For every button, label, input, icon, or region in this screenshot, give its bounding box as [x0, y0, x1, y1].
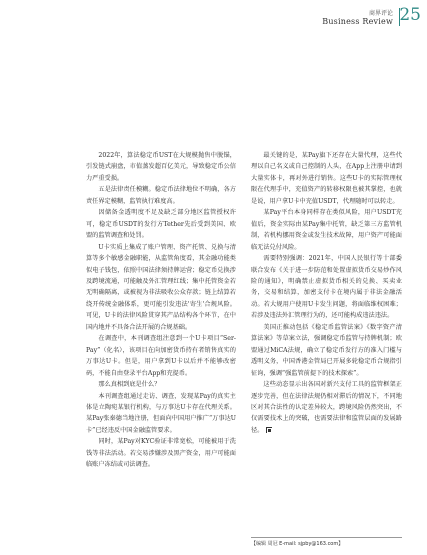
- right-column: [251, 150, 402, 436]
- paragraph-last: [251, 379, 402, 436]
- paragraph: 因储备金透明度不足及缺乏部分地区监管授权许可，稳定币USDT的发行方Tether先后受到美国、欧盟的监管调查和处罚。: [86, 209, 236, 240]
- paragraph: 2022年，算法稳定币UST在大规模抛售中脱锚，引发链式崩盘，市值蒸发超百亿美元，导致稳定币公信力严重受损。: [86, 152, 236, 182]
- paragraph-text: 这些动态显示出各国对新兴支付工具的监管框架正逐步完善，但在法律法规仍相对滞后的情况下，不同地区对其合法性的认定差异较大，跨境风险仍然突出，不仅需要技术上的突破，也需要法律和监管层面的发展路径。: [251, 381, 402, 434]
- paragraph: 最关键的是，某Pay旗下还存在大量代理，这些代理以自己名义或自己控制的人头，在App上注册申请到大量实体卡，再对外进行销售。这些U卡的实际管理权限在代理手中，充值资产的转移权限也被其掌控，也就是说，用户拿U卡中充值USDT，代理随时可以转走。: [251, 152, 402, 205]
- page-number: 25: [399, 5, 421, 25]
- paragraph: U卡实质上集成了账户管理、资产托管、兑换与清算等多个敏感金融职能，从监管角度看，其金融功能类似电子钱包，依照中国法律须持牌运营；稳定币兑换涉及跨境流通，可能触及外汇管理红线；集中托管资金若无明确隔离，或被视为非法吸收公众存款；链上结算若绕开传统金融体系，更可能引发违法'寄生'合规风险。可见，U卡的法律风险贯穿其产品结构各个环节，在中国内地并不具备合法开展的合规基础。: [86, 243, 236, 331]
- paragraph: 某Pay平台本身同样存在类似风险，用户USDT充值后，资金实际由某Pay集中托管，缺乏第三方监管机制，若机构挪用资金或发生技术故障，用户资产可能面临无法兑付风险。: [251, 209, 402, 251]
- magazine-title-en: Business Review: [322, 17, 393, 26]
- magazine-title-cn: 商界评论: [368, 10, 393, 17]
- paragraph: 那么真相到底是什么？: [98, 381, 161, 389]
- paragraph: 在调查中，本刊调查组注意到一个U卡项目“Ser-Pay”（化名），该项目在向加密货币持有者销售真实的万事达U卡。但是，用户拿到U卡以后并不能够改密码，不能自由登录平台App和充提币。: [86, 335, 236, 377]
- paragraph: 本刊调查组通过走访、调查，发现某Pay的真实主体是立陶宛某银行机构，与万事达U卡存在代理关系。某Pay张秦德当地注册，但面向中国用户推广“万事达U卡”已经违反中国金融监管要求。: [86, 392, 236, 434]
- paragraph: 五是法律责任模糊。稳定币法律地位不明确，各方责任界定模糊，监管执行难度高。: [86, 186, 236, 205]
- editor-note: 【编辑 周冠 E-mail: sjpby@163.com】: [251, 537, 402, 547]
- paragraph: 需要特别强调：2021年，中国人民银行等十部委联合发布《关于进一步防范和处置虚拟货币交易炒作风险的通知》，明确禁止虚拟货币相关的兑换、买卖业务，交易和结算，加密支付卡在境内属于非法金融活动。若大规用户使用U卡发生问题，将面临维权困难；若涉及违法外汇管理行为的，还可能构成违法违法。: [251, 255, 402, 320]
- page-header: [0, 0, 427, 40]
- left-column: [86, 150, 236, 471]
- paragraph: 美国正推动包括《稳定币监管法案》《数字资产清算法案》等草案立法，强调稳定币监管与持牌机制；欧盟通过MiCA法规，确立了稳定币发行方的准入门槛与透明义务，中国香港金管局已开展多轮稳定币合规指引征询，强调“强监管前提下的技术探索”。: [251, 323, 402, 377]
- paragraph: 同时，某Pay对KYC验证非常宽松，可能被用于洗钱等非法活动。若交易涉嫌涉及黑产资金，用户可能面临账户冻结或司法调查。: [86, 438, 236, 469]
- end-mark-icon: [266, 427, 272, 433]
